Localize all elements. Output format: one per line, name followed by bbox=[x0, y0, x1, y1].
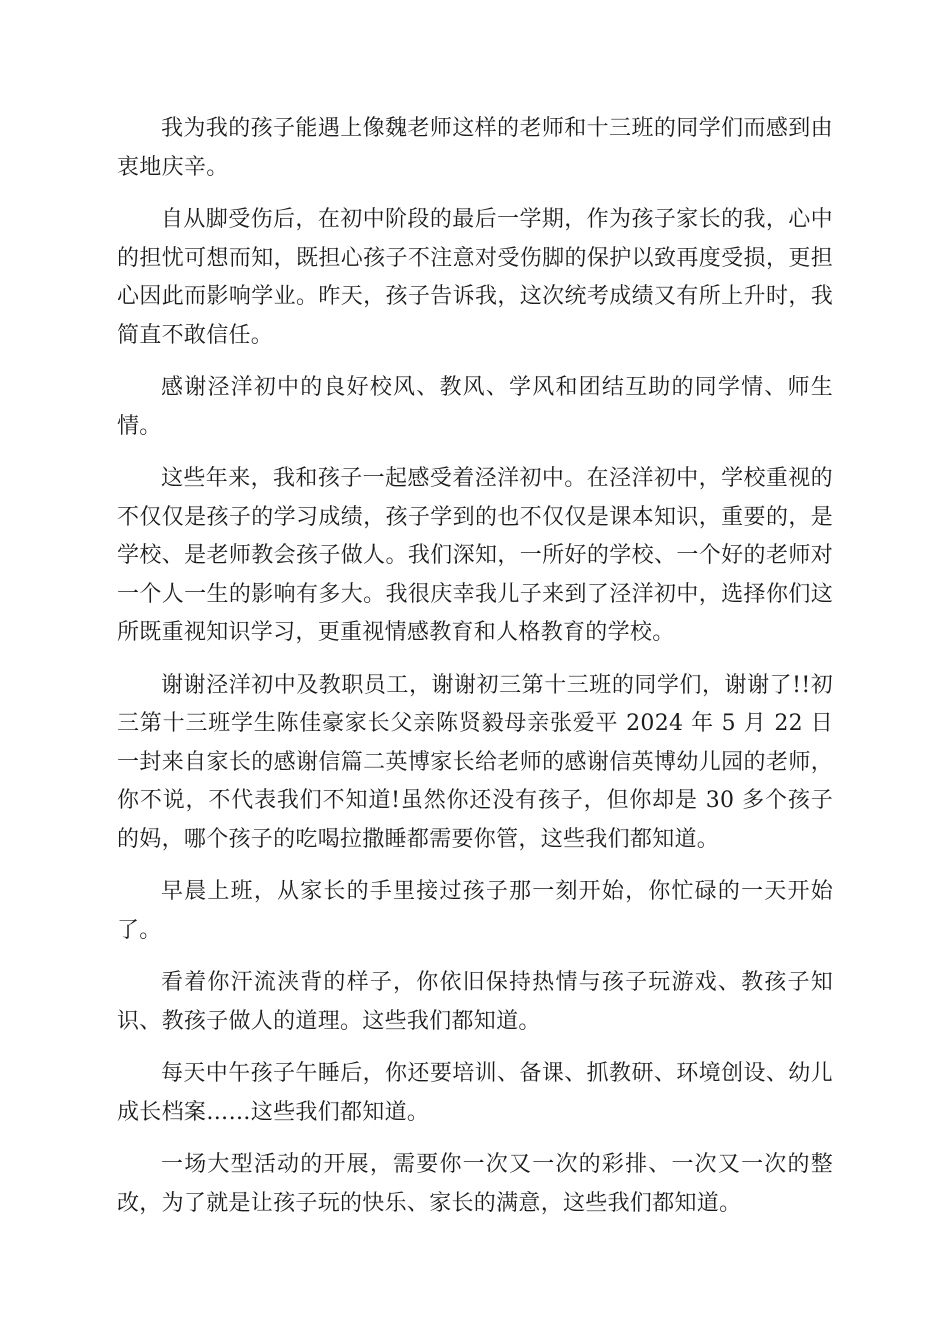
paragraph-4: 这些年来，我和孩子一起感受着泾洋初中。在泾洋初中，学校重视的不仅仅是孩子的学习成绩，孩子学到的也不仅仅是课本知识，重要的，是学校、是老师教会孩子做人。我们深知，一所好的学校、一个好的老师对一个人一生的影响有多大。我很庆幸我儿子来到了泾洋初中，选择你们这所既重视知识学习，更重视情感教育和人格教育的学校。 bbox=[117, 466, 833, 645]
document-page bbox=[117, 110, 833, 1237]
paragraph-6: 早晨上班，从家长的手里接过孩子那一刻开始，你忙碌的一天开始了。 bbox=[117, 879, 833, 943]
paragraph-9: 一场大型活动的开展，需要你一次又一次的彩排、一次又一次的整改，为了就是让孩子玩的快乐、家长的满意，这些我们都知道。 bbox=[117, 1152, 833, 1216]
paragraph-2: 自从脚受伤后，在初中阶段的最后一学期，作为孩子家长的我，心中的担忧可想而知，既担心孩子不注意对受伤脚的保护以致再度受损，更担心因此而影响学业。昨天，孩子告诉我，这次统考成绩又有所上升时，我简直不敢信任。 bbox=[117, 207, 833, 348]
paragraph-8: 每天中午孩子午睡后，你还要培训、备课、抓教研、环境创设、幼儿成长档案……这些我们都知道。 bbox=[117, 1061, 833, 1125]
paragraph-3: 感谢泾洋初中的良好校风、教风、学风和团结互助的同学情、师生情。 bbox=[117, 375, 833, 439]
paragraph-5: 谢谢泾洋初中及教职员工，谢谢初三第十三班的同学们，谢谢了!!初三第十三班学生陈佳豪家长父亲陈贤毅母亲张爱平 2024 年 5 月 22 日一封来自家长的感谢信篇二英博家长给老师的感谢信英博幼儿园的老师，你不说，不代表我们不知道!虽然你还没有孩子，但你却是 30 多个孩子的妈，哪个孩子的吃喝拉撒睡都需要你管，这些我们都知道。 bbox=[117, 672, 833, 852]
paragraph-1: 我为我的孩子能遇上像魏老师这样的老师和十三班的同学们而感到由衷地庆辛。 bbox=[117, 116, 833, 180]
paragraph-7: 看着你汗流浃背的样子，你依旧保持热情与孩子玩游戏、教孩子知识、教孩子做人的道理。这些我们都知道。 bbox=[117, 970, 833, 1034]
